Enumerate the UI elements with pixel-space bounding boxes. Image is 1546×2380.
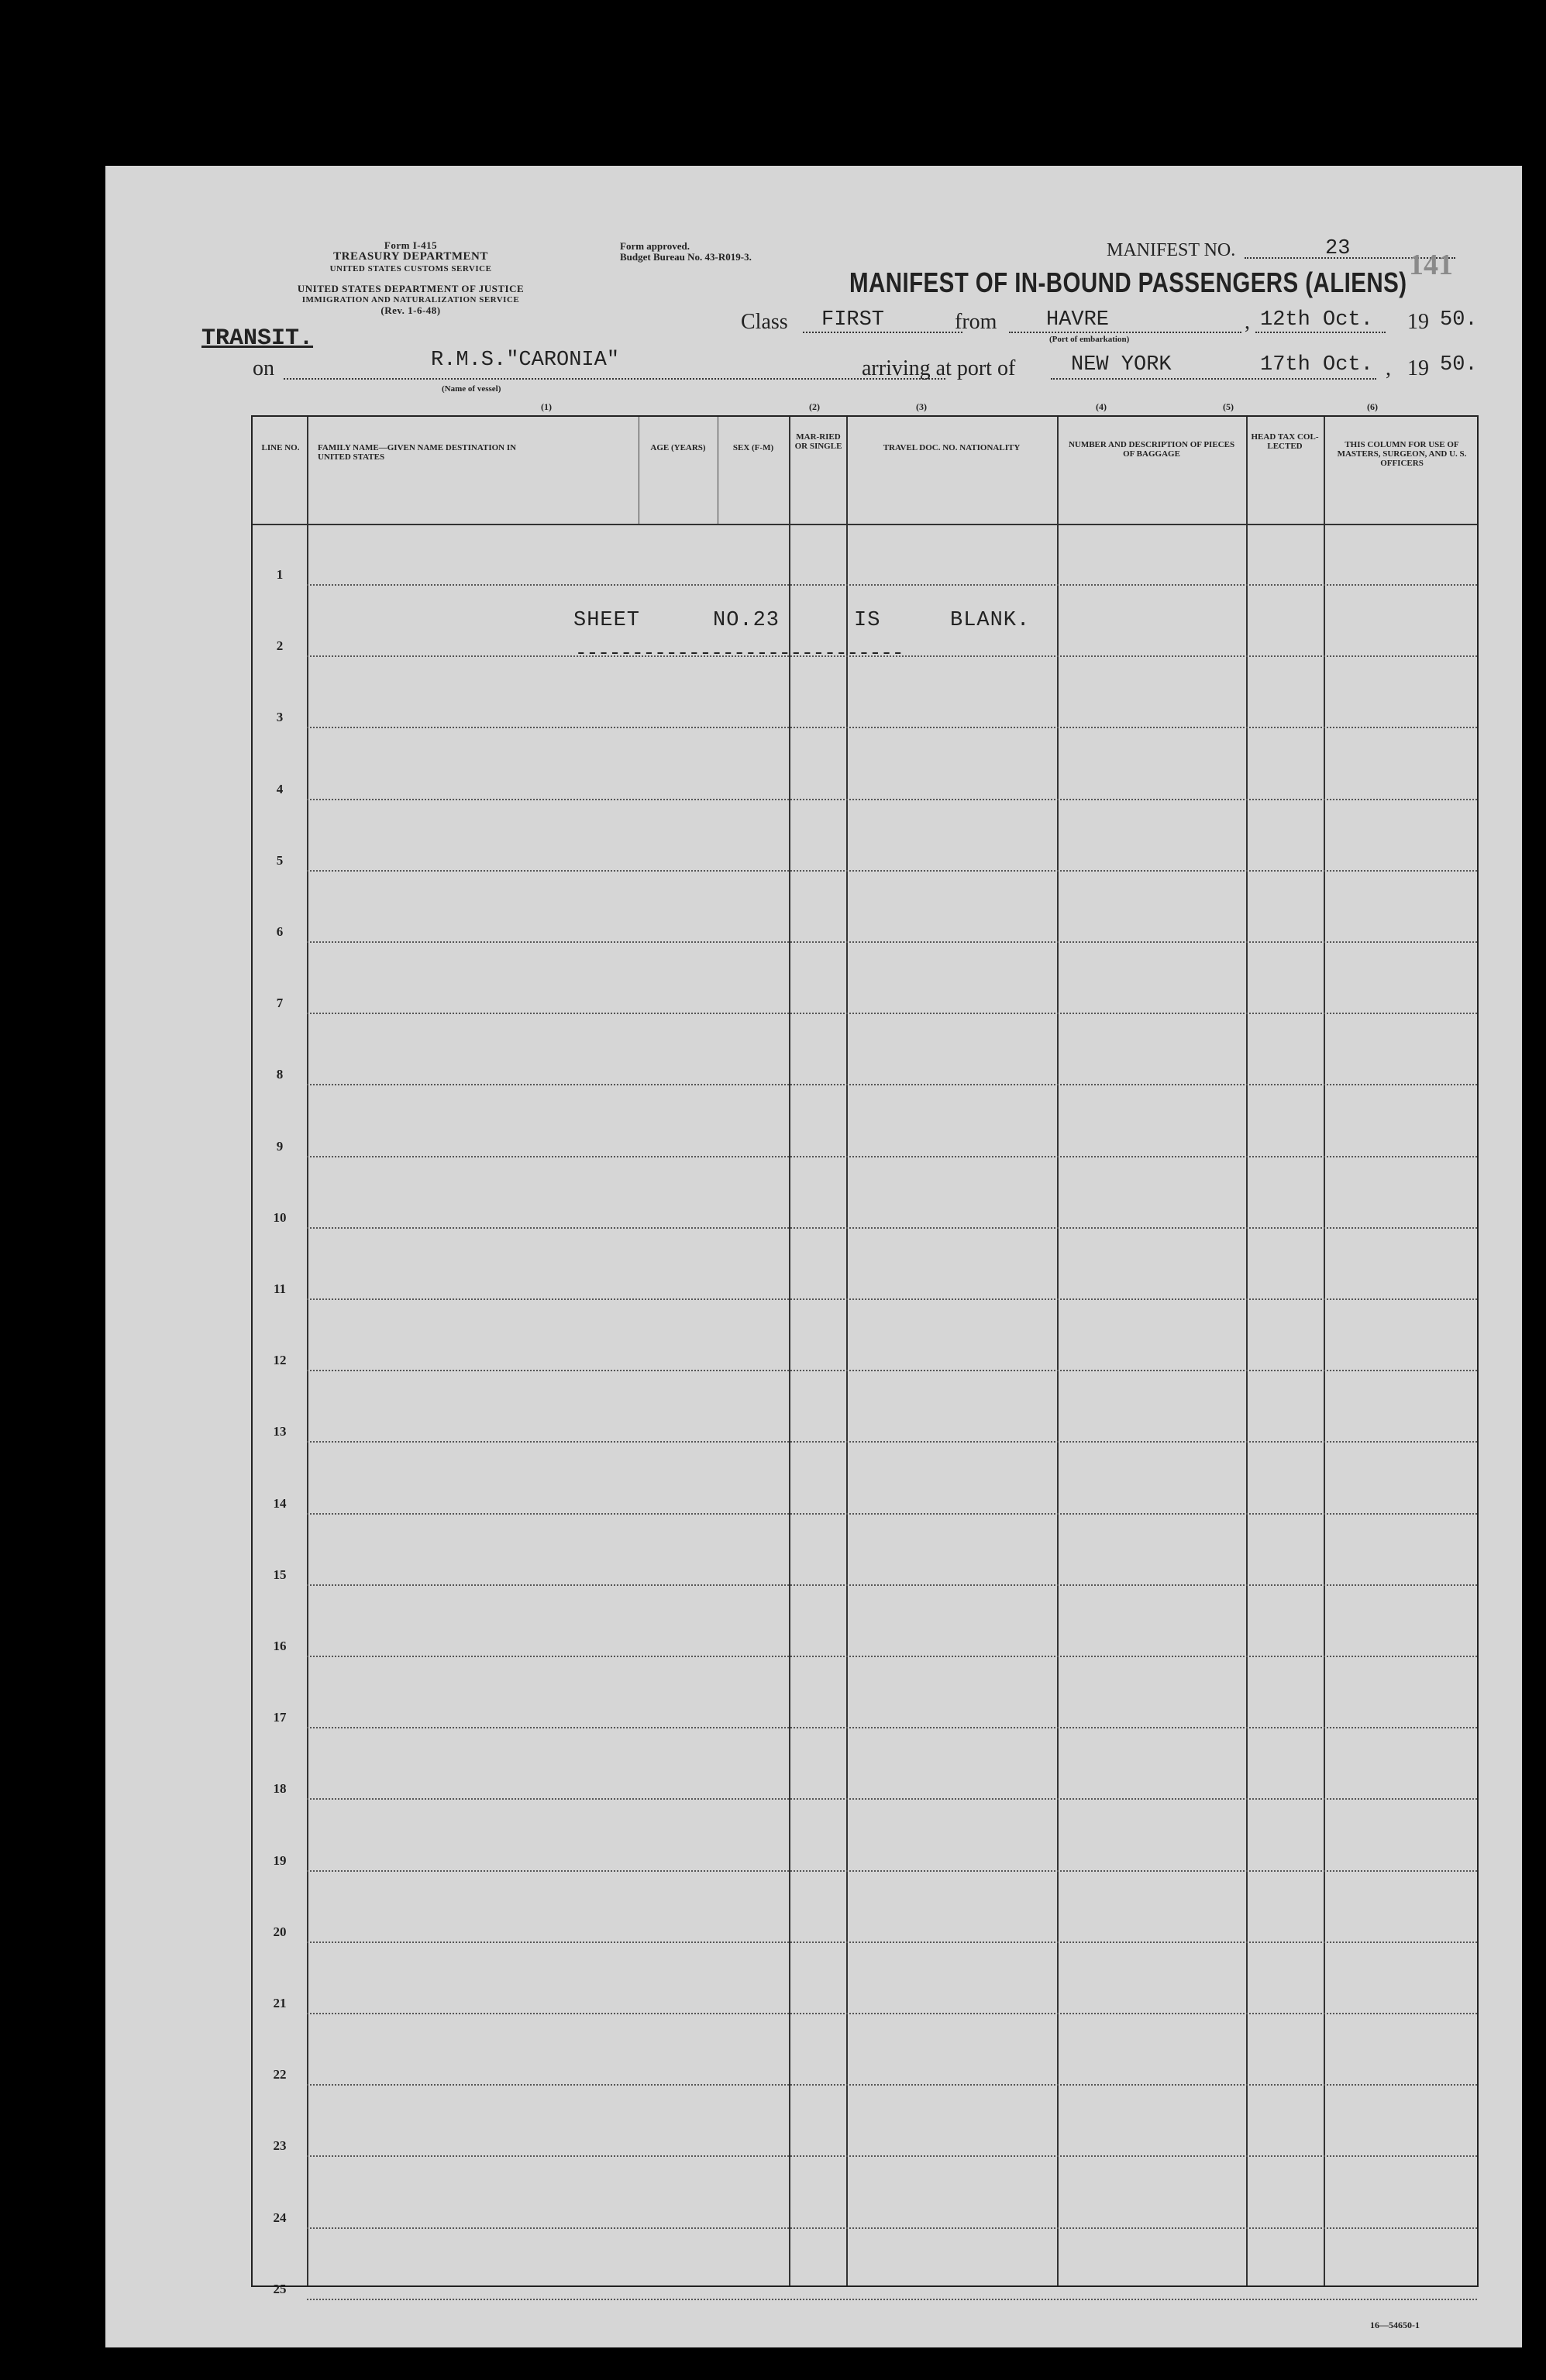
immigration-service: IMMIGRATION AND NATURALIZATION SERVICE <box>301 295 520 304</box>
row-number: 14 <box>273 1495 287 1511</box>
table-row <box>307 799 1477 800</box>
form-revision: (Rev. 1-6-48) <box>380 304 441 316</box>
customs-service: UNITED STATES CUSTOMS SERVICE <box>329 264 492 273</box>
blank-note-underline: ----------------------------- <box>575 641 904 665</box>
form-approved: Form approved. <box>620 240 690 252</box>
column-number: (2) <box>809 401 820 412</box>
department-of-justice: UNITED STATES DEPARTMENT OF JUSTICE <box>297 283 525 294</box>
table-row <box>307 1727 1477 1728</box>
table-row <box>307 1513 1477 1515</box>
row-number: 13 <box>273 1424 287 1439</box>
row-number: 16 <box>273 1639 287 1653</box>
row-number: 20 <box>273 1924 287 1939</box>
arrival-date: 17th Oct. <box>1260 353 1373 377</box>
column-divider <box>307 417 308 2285</box>
column-divider <box>1246 417 1248 2285</box>
row-number: 3 <box>276 710 284 725</box>
column-divider <box>1324 417 1325 2285</box>
header-officers: THIS COLUMN FOR USE OF MASTERS, SURGEON, AND U. S. OFFICERS <box>1337 440 1467 468</box>
row-number: 2 <box>276 638 284 654</box>
table-row <box>307 2013 1477 2014</box>
row-number: 17 <box>273 1710 287 1725</box>
row-number: 6 <box>276 924 284 939</box>
column-number: (6) <box>1367 401 1378 412</box>
year-prefix-2: 19 <box>1407 356 1429 380</box>
header-head-tax: HEAD TAX COL-LECTED <box>1251 432 1319 451</box>
table-row <box>307 727 1477 728</box>
table-row <box>307 1370 1477 1371</box>
row-number: 15 <box>273 1567 287 1582</box>
row-number: 18 <box>273 1781 287 1797</box>
arrival-port: NEW YORK <box>1071 353 1172 377</box>
year-value-2: 50. <box>1440 353 1478 377</box>
on-label: on <box>253 356 274 380</box>
arrival-port-line <box>1051 378 1376 380</box>
column-divider <box>1057 417 1059 2285</box>
table-row <box>307 2227 1477 2229</box>
row-number: 23 <box>273 2138 287 2154</box>
blank-note-word: BLANK. <box>950 609 1031 632</box>
transit-label: TRANSIT. <box>201 325 314 352</box>
table-row <box>307 1013 1477 1014</box>
manifest-no-value: 23 <box>1325 237 1351 260</box>
stamp-number: 141 <box>1409 249 1453 281</box>
table-row <box>307 2155 1477 2157</box>
embark-date-line <box>1255 332 1386 333</box>
row-number: 10 <box>273 1209 287 1225</box>
table-row <box>307 1227 1477 1229</box>
manifest-sheet <box>105 166 1522 2347</box>
header-sex: SEX (F-M) <box>732 443 774 452</box>
table-row <box>307 1298 1477 1300</box>
header-family-name: FAMILY NAME—GIVEN NAME DESTINATION IN UNITED STATES <box>318 443 517 462</box>
row-number: 11 <box>273 1281 287 1296</box>
row-number: 12 <box>273 1353 287 1368</box>
table-row <box>307 1084 1477 1085</box>
column-number: (4) <box>1096 401 1107 412</box>
year-value-1: 50. <box>1440 308 1478 332</box>
table-row <box>307 1156 1477 1157</box>
form-number: Form I-415 <box>384 239 438 251</box>
row-number: 1 <box>276 567 284 582</box>
embark-date: 12th Oct. <box>1260 308 1373 332</box>
budget-bureau: Budget Bureau No. 43-R019-3. <box>620 251 752 263</box>
row-number: 9 <box>276 1138 284 1154</box>
table-header-divider <box>253 524 1477 525</box>
passenger-table <box>251 415 1479 2296</box>
row-number: 7 <box>276 996 284 1011</box>
header-line-no: LINE NO. <box>261 443 300 452</box>
table-row <box>307 941 1477 943</box>
column-divider <box>789 417 790 2285</box>
table-row <box>307 1870 1477 1872</box>
page-title: MANIFEST OF IN-BOUND PASSENGERS (ALIENS) <box>849 267 1407 298</box>
arriving-label: arriving at port of <box>862 356 1016 380</box>
header-married: MAR-RIED OR SINGLE <box>794 432 842 451</box>
table-row <box>307 2084 1477 2086</box>
table-row <box>307 584 1477 586</box>
comma: , <box>1386 356 1391 380</box>
table-row <box>307 1656 1477 1657</box>
class-line <box>803 332 962 333</box>
comma: , <box>1245 310 1250 334</box>
class-label: Class <box>741 310 788 334</box>
header-travel-doc: TRAVEL DOC. NO. NATIONALITY <box>883 443 1021 452</box>
row-number: 5 <box>276 852 284 868</box>
row-number: 8 <box>276 1067 284 1082</box>
row-number: 25 <box>273 2281 287 2296</box>
column-number: (3) <box>916 401 927 412</box>
year-prefix-1: 19 <box>1407 310 1429 334</box>
treasury-department: TREASURY DEPARTMENT <box>333 250 488 263</box>
column-divider <box>846 417 848 2285</box>
header-age: AGE (YEARS) <box>650 443 706 452</box>
blank-note-word: SHEET <box>573 609 641 632</box>
row-number: 24 <box>273 2210 287 2225</box>
column-number: (1) <box>541 401 552 412</box>
column-number: (5) <box>1223 401 1234 412</box>
from-line <box>1009 332 1241 333</box>
footer-code: 16—54650-1 <box>1370 2320 1420 2330</box>
from-value: HAVRE <box>1046 308 1110 332</box>
table-row <box>307 1584 1477 1586</box>
from-sub: (Port of embarkation) <box>1049 335 1130 344</box>
class-value: FIRST <box>821 308 885 332</box>
blank-note-word: NO.23 <box>713 609 780 632</box>
table-row <box>307 870 1477 872</box>
from-label: from <box>955 310 997 334</box>
blank-note-word: IS <box>854 609 881 632</box>
vessel-sub: (Name of vessel) <box>442 384 501 394</box>
row-number: 21 <box>273 1996 287 2010</box>
vessel-value: R.M.S."CARONIA" <box>431 349 620 372</box>
vessel-line <box>284 378 945 380</box>
manifest-no-label: MANIFEST NO. <box>1107 240 1236 260</box>
row-number: 22 <box>273 2067 287 2082</box>
table-row <box>307 1941 1477 1943</box>
header-baggage: NUMBER AND DESCRIPTION OF PIECES OF BAGGAGE <box>1068 440 1235 459</box>
row-number: 4 <box>276 781 284 796</box>
row-number: 19 <box>273 1852 287 1868</box>
table-row <box>307 1441 1477 1443</box>
table-row <box>307 2299 1477 2300</box>
table-row <box>307 1798 1477 1800</box>
